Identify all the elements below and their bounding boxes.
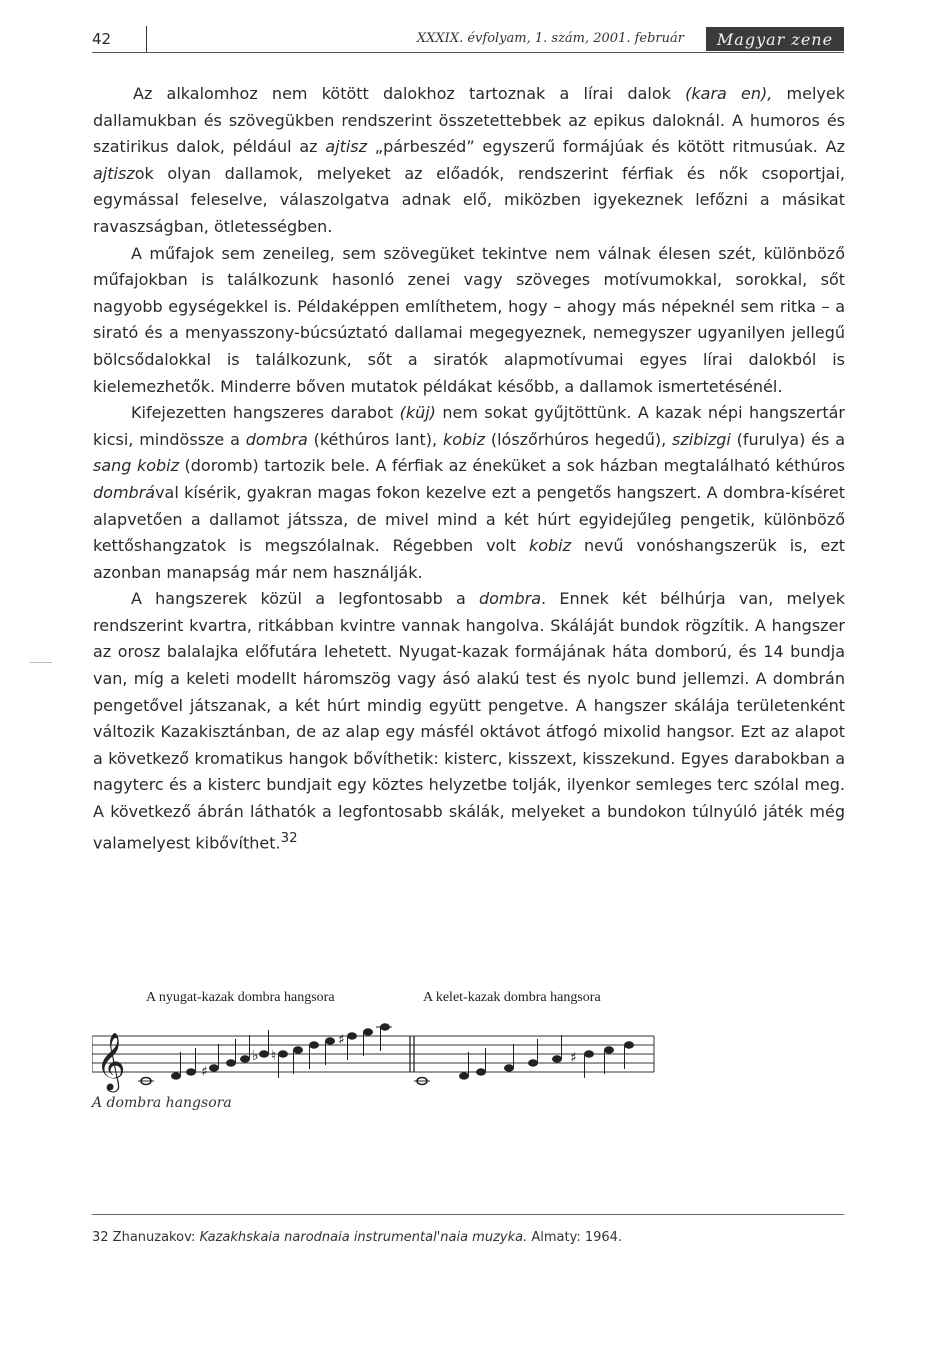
figure-caption: A dombra hangsora (92, 1095, 232, 1111)
east-scale-label: A kelet-kazak dombra hangsora (423, 990, 601, 1005)
music-staff (92, 1018, 662, 1094)
paragraph-4: A hangszerek közül a legfontosabb a dombra. Ennek két bélhúrja van, melyek rendszerint kvartra, ritkábban kvintre vannak hangolva. Skáláját bundok rögzítik. A hangszer az orosz balalajka előfutára lehetett. Nyugat-kazak formájának háta domború, és 14 bundja van, míg a keleti modellt háromszög vagy ásó alakú test és nyolc bund jellemzi. A dombrán pengetővel játszanak, a két húrt mindig együtt pengetve. A hangszer skálája területenként változik Kazakisztánban, de az alap egy másfél oktávot átfogó mixolid hangsor. Ezt az alapot a következő kromatikus hangok bővíthetik: kisterc, kisszext, kisszekund. Egyes darabokban a nagyterc és a kisterc bundjait egy köztes helyzetbe tolják, ilyenkor semleges terc szólal meg. A következő ábrán láthatók a legfontosabb skálák, melyeket a bundokon túlnyúló játék még valamelyest kibővíthet.$^{32}$ (93, 589, 846, 852)
footnote: 32 Zhanuzakov: Kazakhskaia narodnaia instrumental'naia muzyka. Almaty: 1964. (92, 1230, 623, 1245)
page-number: 42 (92, 30, 112, 48)
paragraph-1: Az alkalomhoz nem kötött dalokhoz tartoznak a lírai dalok (kara en), melyek dallamukban és szövegükben rendszerint összetettebbek az epikus daloknál. A humoros és szatirikus dalok, például az ajtisz „párbeszéd” egyszerű formájúak és kötött ritmusúak. Az ajtiszok olyan dallamok, melyeket az előadók, rendszerint férfiak és nők csoportjai, egymással feleselve, válaszolgatva adnak elő, miközben igyekeznek lefőzni a másikat ravaszságban, ötletességben. (93, 84, 845, 236)
footnote-title: Kazakhskaia narodnaia instrumental'naia muzyka. (199, 1230, 528, 1245)
svg-text:♭: ♭ (252, 1048, 259, 1064)
journal-badge: Magyar zene (706, 27, 844, 51)
west-scale-label: A nyugat-kazak dombra hangsora (146, 990, 335, 1005)
paragraph-2: A műfajok sem zeneileg, sem szövegüket tekintve nem válnak élesen szét, különböző műfajokban is találkozunk hasonló zenei vagy szöveges motívumokkal, sorokkal, sőt nagyobb egységekkel is. Példaképpen említhetem, hogy – ahogy más népeknél sem ritka – a sirató és a menyasszony-búcsúztató dallamai megegyeznek, nemegyszer ugyanilyen jellegű bölcsődalokkal is találkozunk, sőt a siratók alapmotívumai egyes lírai dalokból is kielemezhetők. Minderre bőven mutatok példákat később, a dallamok ismertetésénél. (93, 243, 845, 396)
header-divider (146, 26, 147, 52)
svg-text:♯: ♯ (570, 1050, 577, 1066)
east-notes (414, 1035, 634, 1085)
margin-mark (30, 662, 52, 663)
article-body (93, 81, 845, 857)
footnote-rule (92, 1214, 844, 1215)
svg-text:♮: ♮ (271, 1048, 277, 1064)
svg-text:♯: ♯ (201, 1064, 208, 1080)
footnote-number: 32 (92, 1230, 109, 1245)
running-header (92, 24, 844, 54)
issue-info: XXXIX. évfolyam, 1. szám, 2001. február (416, 31, 684, 46)
header-rule (92, 52, 844, 53)
paragraph-3: Kifejezetten hangszeres darabot (küj) nem sokat gyűjtöttünk. A kazak népi hangszertár kicsi, mindössze a dombra (kéthúros lant), kobiz (lószőrhúros hegedű), szibizgi (furulya) és a sang kobiz (doromb) tartozik bele. A férfiak az éneküket a sok házban megtalálható kéthúros dombrával kísérik, gyakran magas fokon kezelve ezt a pengetős hangszert. A dombra-kíséret alapvetően a dallamot játssza, de mivel mind a két húrt egyidejűleg pengetik, különböző kettőshangzatok is megszólalnak. Régebben volt kobiz nevű vonóshangszerük is, ezt azonban manapság már nem használják. (93, 403, 846, 582)
treble-clef: 𝄞 (96, 1032, 126, 1090)
footnote-ref: 32 (280, 830, 298, 846)
svg-text:♯: ♯ (338, 1032, 345, 1048)
